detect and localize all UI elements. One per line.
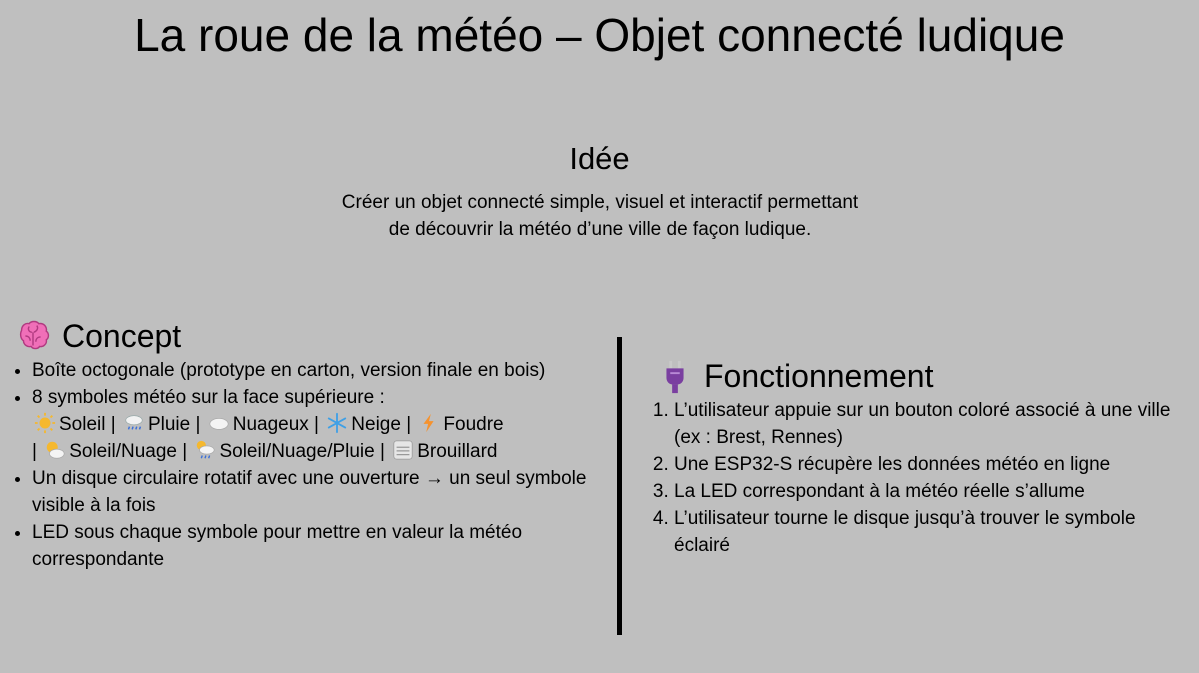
fonctionnement-section <box>656 357 1186 559</box>
cloud-icon <box>208 412 230 434</box>
concept-heading-row <box>14 317 599 355</box>
step-1: 1. L’utilisateur appuie sur un bouton coloré associé à une ville (ex : Brest, Rennes) <box>674 397 1186 451</box>
slide-title: La roue de la météo – Objet connecté ludique <box>134 9 1065 61</box>
fonctionnement-heading-row <box>656 357 1186 395</box>
symbol-soleil-nuage: Soleil/Nuage | <box>69 441 188 462</box>
symbol-nuageux: Nuageux | <box>232 414 319 435</box>
concept-section <box>14 317 599 573</box>
symbols-intro: 8 symboles météo sur la face supérieure : <box>32 387 385 408</box>
symbol-neige: Neige | <box>351 414 412 435</box>
symbol-separator: | <box>32 441 37 462</box>
vertical-divider <box>617 337 622 635</box>
concept-bullet-4: • LED sous chaque symbole pour mettre en valeur la météo correspondante <box>32 519 599 573</box>
idee-heading: Idée <box>569 141 630 176</box>
concept-list <box>14 357 599 573</box>
sun-cloud-rain-icon <box>194 439 216 461</box>
symbol-soleil-nuage-pluie: Soleil/Nuage/Pluie | <box>219 441 385 462</box>
idee-text: Créer un objet connecté simple, visuel et interactif permettant de découvrir la météo d’une ville de façon ludique. <box>341 192 859 240</box>
sun-icon <box>34 412 56 434</box>
symbol-foudre: Foudre <box>443 414 504 435</box>
fog-icon <box>392 439 414 461</box>
symbol-soleil: Soleil | <box>59 414 116 435</box>
concept-heading: Concept <box>62 318 182 354</box>
step-2: 2. Une ESP32-S récupère les données météo en ligne <box>674 451 1186 478</box>
fonctionnement-heading: Fonctionnement <box>704 358 934 394</box>
rain-cloud-icon <box>123 412 145 434</box>
step-3: 3. La LED correspondant à la météo réelle s’allume <box>674 478 1186 505</box>
fonctionnement-list <box>656 397 1186 559</box>
concept-bullet-2 <box>32 384 599 465</box>
symbol-brouillard: Brouillard <box>417 441 498 462</box>
concept-bullet-3: • Un disque circulaire rotatif avec une ouverture → un seul symbole visible à la fois <box>32 465 599 519</box>
sun-behind-cloud-icon <box>44 439 66 461</box>
symbol-pluie: Pluie | <box>147 414 201 435</box>
lightning-icon <box>418 412 440 434</box>
plug-icon <box>656 357 694 395</box>
concept-bullet-1: • Boîte octogonale (prototype en carton, version finale en bois) <box>32 357 599 384</box>
snowflake-icon <box>326 412 348 434</box>
step-4: 4. L’utilisateur tourne le disque jusqu’à trouver le symbole éclairé <box>674 505 1186 559</box>
brain-icon <box>14 317 52 355</box>
